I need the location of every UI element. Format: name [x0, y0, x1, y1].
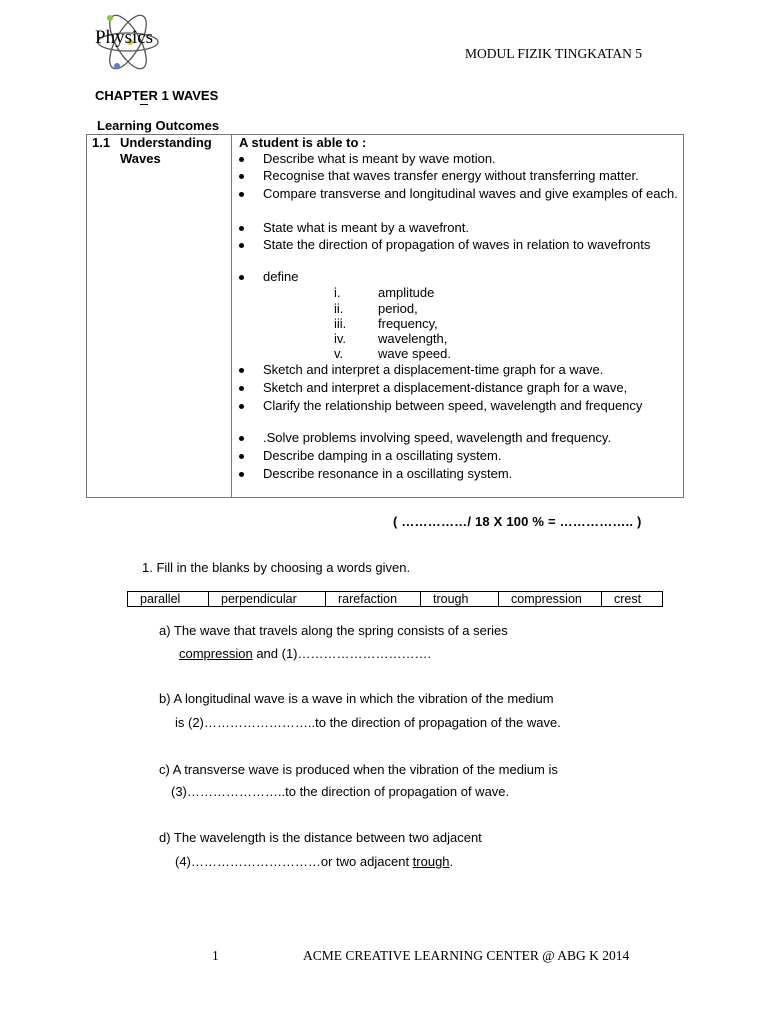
outcome-bullet: Describe what is meant by wave motion. — [239, 151, 679, 167]
define-item-text: wavelength, — [378, 331, 448, 346]
word-bank-item: rarefaction — [326, 592, 421, 606]
word-bank-item: parallel — [128, 592, 209, 606]
word-bank-item: compression — [499, 592, 602, 606]
table-column-divider — [231, 134, 232, 498]
word-bank — [127, 591, 663, 607]
bullet-icon — [239, 157, 244, 162]
define-item-number: v. — [334, 346, 344, 361]
question-c-line1: c) A transverse wave is produced when the vibration of the medium is — [159, 762, 558, 777]
question-a-line1: a) The wave that travels along the spring consists of a series — [159, 623, 508, 638]
score-formula: ( ……………/ 18 X 100 % = …………….. ) — [393, 514, 642, 529]
outcome-bullet: Sketch and interpret a displacement-time graph for a wave. — [239, 362, 679, 378]
chapter-title: CHAPTER 1 WAVES — [95, 88, 219, 103]
topic-number: 1.1 — [92, 135, 111, 150]
question-c-line2: (3)…………………..to the direction of propagation of wave. — [171, 784, 510, 799]
outcome-bullet: Recognise that waves transfer energy without transferring matter. — [239, 168, 679, 184]
word-bank-item: trough — [421, 592, 499, 606]
bullet-icon — [239, 404, 244, 409]
define-item-number: iii. — [334, 316, 347, 331]
logo-text: Physics — [95, 27, 154, 48]
bullet-icon — [239, 436, 244, 441]
example-answer-trough: trough — [412, 854, 450, 869]
topic-label-text: Understanding Waves — [120, 135, 212, 166]
bullet-icon — [239, 454, 244, 459]
bullet-icon — [239, 368, 244, 373]
outcome-intro: A student is able to : — [239, 135, 367, 150]
question-instruction: 1. Fill in the blanks by choosing a words given. — [142, 560, 411, 575]
bullet-icon — [239, 192, 244, 197]
bullet-icon — [239, 275, 244, 280]
outcome-bullet: Sketch and interpret a displacement-distance graph for a wave, — [239, 380, 679, 396]
footer-text: ACME CREATIVE LEARNING CENTER @ ABG K 2014 — [303, 948, 630, 963]
bullet-icon — [239, 472, 244, 477]
learning-outcomes-heading: Learning Outcomes — [97, 118, 220, 133]
define-item-number: iv. — [334, 331, 347, 346]
word-bank-item: perpendicular — [209, 592, 326, 606]
question-a-blank: and (1)…………………………. — [252, 646, 432, 661]
define-item-text: amplitude — [378, 285, 435, 300]
module-title: MODUL FIZIK TINGKATAN 5 — [465, 46, 643, 61]
outcome-bullet: .Solve problems involving speed, wavelength and frequency. — [239, 430, 679, 446]
outcome-bullet: Compare transverse and longitudinal waves and give examples of each. — [239, 186, 679, 202]
outcome-bullet: State the direction of propagation of waves in relation to wavefronts — [239, 237, 679, 253]
define-item-text: period, — [378, 301, 418, 316]
question-b-line2: is (2)……………………..to the direction of propagation of the wave. — [175, 715, 561, 730]
outcome-bullet: State what is meant by a wavefront. — [239, 220, 679, 236]
question-d-end: . — [449, 854, 454, 869]
question-a-line2 — [179, 646, 431, 661]
outcome-bullet: Describe resonance in a oscillating system. — [239, 466, 679, 482]
topic-label — [107, 135, 227, 167]
bullet-icon — [239, 386, 244, 391]
outcome-bullet: Describe damping in a oscillating system. — [239, 448, 679, 464]
bullet-icon — [239, 174, 244, 179]
bullet-icon — [239, 243, 244, 248]
bullet-icon — [239, 226, 244, 231]
define-item-text: wave speed. — [378, 346, 451, 361]
chapter-dash — [140, 104, 148, 105]
question-d-line1: d) The wavelength is the distance between two adjacent — [159, 830, 482, 845]
define-item-text: frequency, — [378, 316, 438, 331]
outcome-bullet: define — [239, 269, 679, 285]
define-item-number: i. — [334, 285, 341, 300]
question-b-line1: b) A longitudinal wave is a wave in which the vibration of the medium — [159, 691, 554, 706]
question-d-blank: (4)…………………………or two adjacent — [175, 854, 413, 869]
page-number: 1 — [212, 948, 219, 963]
question-d-line2 — [175, 854, 453, 869]
define-item-number: ii. — [334, 301, 344, 316]
outcome-bullet: Clarify the relationship between speed, wavelength and frequency — [239, 398, 679, 414]
word-bank-item: crest — [614, 592, 642, 606]
example-answer-compression: compression — [179, 646, 253, 661]
